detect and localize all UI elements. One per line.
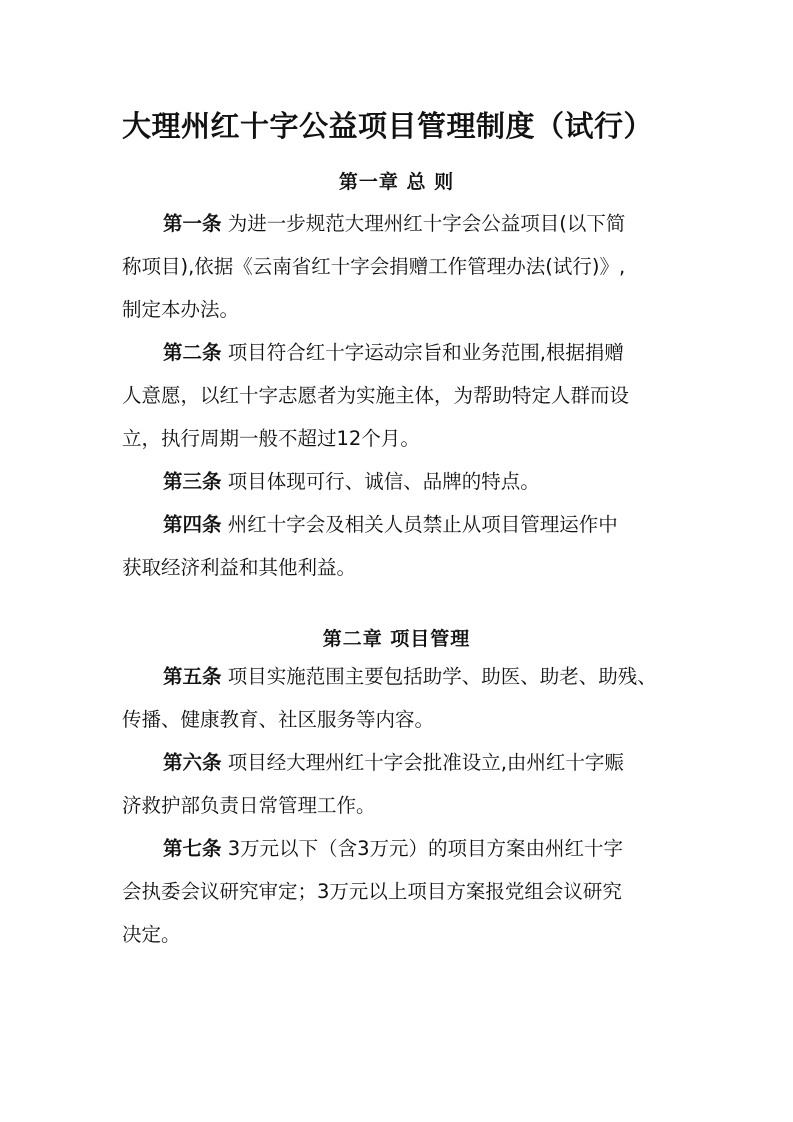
article-7-line-2: 会执委会议研究审定；3万元以上项目方案报党组会议研究 xyxy=(122,880,622,903)
article-2 xyxy=(122,331,674,460)
chapter-1-body xyxy=(122,202,674,589)
article-1-line-2: 称项目),依据《云南省红十字会捐赠工作管理办法(试行)》, xyxy=(122,255,626,278)
article-3-label: 第三条 xyxy=(163,470,222,493)
article-2-line-3: 立，执行周期一般不超过12个月。 xyxy=(122,427,420,450)
article-4-line-1: 州红十字会及相关人员禁止从项目管理运作中 xyxy=(227,513,618,536)
chapter-2-heading: 第二章 项目管理 xyxy=(322,628,471,650)
article-6-line-1: 项目经大理州红十字会批准设立,由州红十字赈 xyxy=(227,751,624,774)
article-6-line-2: 济救护部负责日常管理工作。 xyxy=(122,794,376,817)
chapter-2-body xyxy=(122,655,674,956)
article-5 xyxy=(122,655,674,741)
article-4-line-2: 获取经济利益和其他利益。 xyxy=(122,556,357,579)
article-1-line-1: 为进一步规范大理州红十字会公益项目(以下简 xyxy=(227,212,626,235)
article-4 xyxy=(122,503,674,589)
article-7 xyxy=(122,827,674,956)
document-title: 大理州红十字公益项目管理制度（试行） xyxy=(122,109,654,143)
article-5-line-1: 项目实施范围主要包括助学、助医、助老、助残、 xyxy=(227,665,657,688)
article-2-line-2: 人意愿，以红十字志愿者为实施主体，为帮助特定人群而设 xyxy=(122,384,630,407)
article-1-line-3: 制定本办法。 xyxy=(122,298,240,321)
article-2-line-1: 项目符合红十字运动宗旨和业务范围,根据捐赠 xyxy=(227,341,624,364)
article-7-label: 第七条 xyxy=(163,837,222,860)
article-1 xyxy=(122,202,674,331)
article-3 xyxy=(122,460,674,503)
article-5-line-2: 传播、健康教育、社区服务等内容。 xyxy=(122,708,435,731)
article-2-label: 第二条 xyxy=(163,341,222,364)
article-6-label: 第六条 xyxy=(163,751,222,774)
article-1-label: 第一条 xyxy=(163,212,222,235)
article-4-label: 第四条 xyxy=(163,513,222,536)
article-7-line-1: 3万元以下（含3万元）的项目方案由州红十字 xyxy=(227,837,624,860)
article-6 xyxy=(122,741,674,827)
article-5-label: 第五条 xyxy=(163,665,222,688)
article-3-line-1: 项目体现可行、诚信、品牌的特点。 xyxy=(227,470,540,493)
chapter-1-heading: 第一章 总 则 xyxy=(338,171,455,193)
article-7-line-3: 决定。 xyxy=(122,923,181,946)
